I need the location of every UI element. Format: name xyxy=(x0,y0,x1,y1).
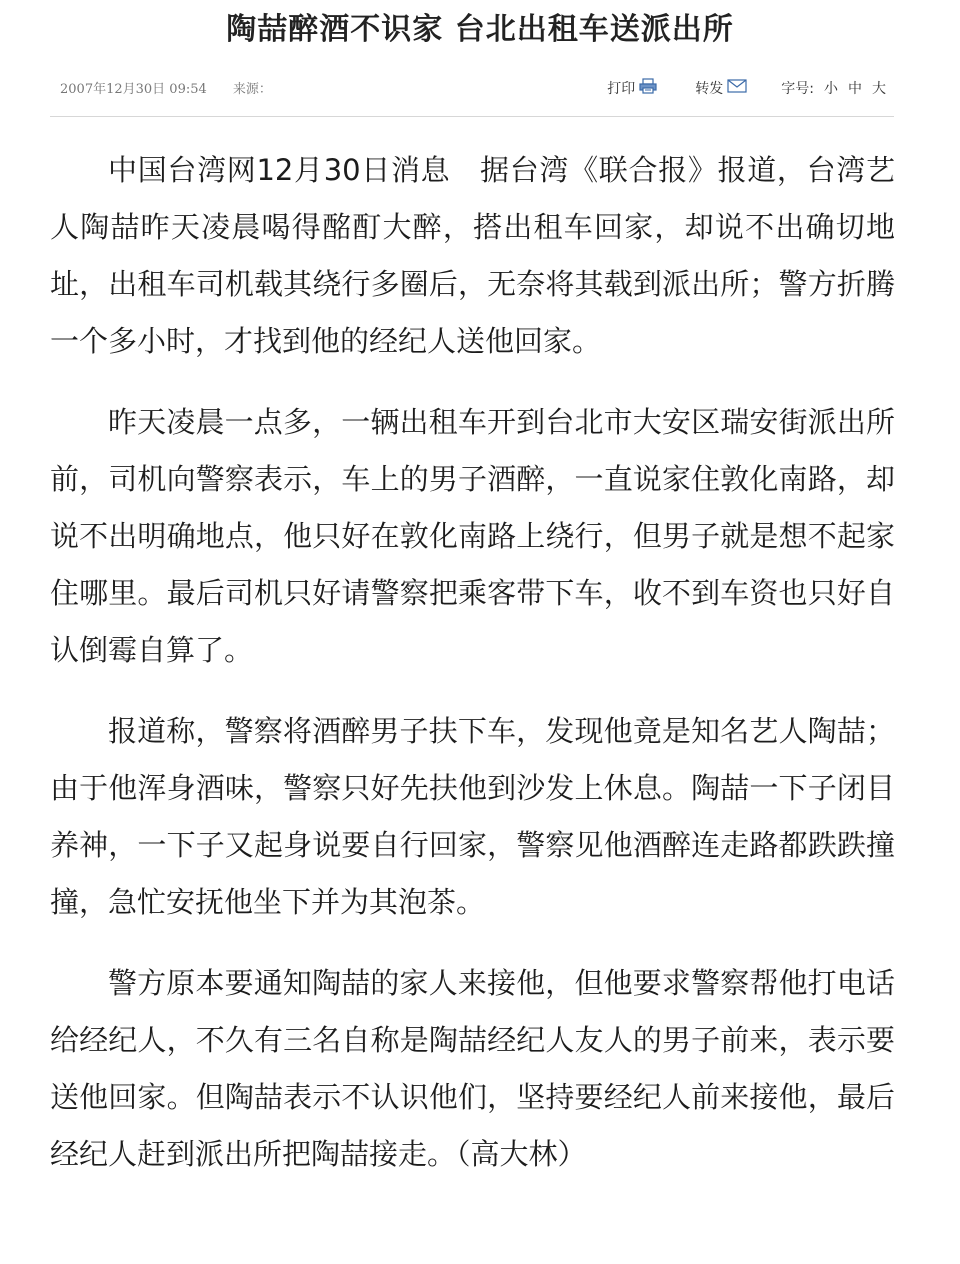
forward-label: 转发 xyxy=(695,81,724,97)
print-button[interactable] xyxy=(607,78,657,98)
publish-datetime: 2007年12月30日 09:54 xyxy=(60,82,207,97)
printer-icon xyxy=(639,78,657,98)
article-paragraph: 警方原本要通知陶喆的家人来接他，但他要求警察帮他打电话给经纪人，不久有三名自称是陶喆经纪人友人的男子前来，表示要送他回家。但陶喆表示不认识他们，坚持要经纪人前来接他，最后经纪人赶到派出所把陶喆接走。（高大林） xyxy=(50,966,895,1171)
article-toolbar xyxy=(607,78,886,98)
envelope-icon xyxy=(727,79,747,97)
article-paragraph: 昨天凌晨一点多，一辆出租车开到台北市大安区瑞安街派出所前，司机向警察表示，车上的男子酒醉，一直说家住敦化南路，却说不出明确地点，他只好在敦化南路上绕行，但男子就是想不起家住哪里。最后司机只好请警察把乘客带下车，收不到车资也只好自认倒霉自算了。 xyxy=(50,405,895,667)
article-meta-left xyxy=(60,78,294,97)
article-paragraph: 报道称，警察将酒醉男子扶下车，发现他竟是知名艺人陶喆；由于他浑身酒味，警察只好先扶他到沙发上休息。陶喆一下子闭目养神，一下子又起身说要自行回家，警察见他酒醉连走路都跌跌撞撞，急忙安抚他坐下并为其泡茶。 xyxy=(50,714,895,919)
font-size-medium-button[interactable]: 中 xyxy=(848,81,862,97)
article-meta-bar xyxy=(50,70,894,106)
font-size-label: 字号: xyxy=(781,81,814,97)
article-title: 陶喆醉酒不识家 台北出租车送派出所 xyxy=(226,12,734,47)
article-body xyxy=(50,142,895,1207)
print-label: 打印 xyxy=(607,81,636,97)
source-label: 来源： xyxy=(232,82,272,97)
forward-button[interactable] xyxy=(695,78,747,98)
font-size-small-button[interactable]: 小 xyxy=(824,81,838,97)
article-paragraph: 中国台湾网12月30日消息 据台湾《联合报》报道，台湾艺人陶喆昨天凌晨喝得酩酊大醉，搭出租车回家，却说不出确切地址，出租车司机载其绕行多圈后，无奈将其载到派出所；警方折腾一个多小时，才找到他的经纪人送他回家。 xyxy=(50,153,895,358)
header-divider xyxy=(50,116,894,117)
font-size-group xyxy=(781,78,886,98)
font-size-large-button[interactable]: 大 xyxy=(872,81,886,97)
